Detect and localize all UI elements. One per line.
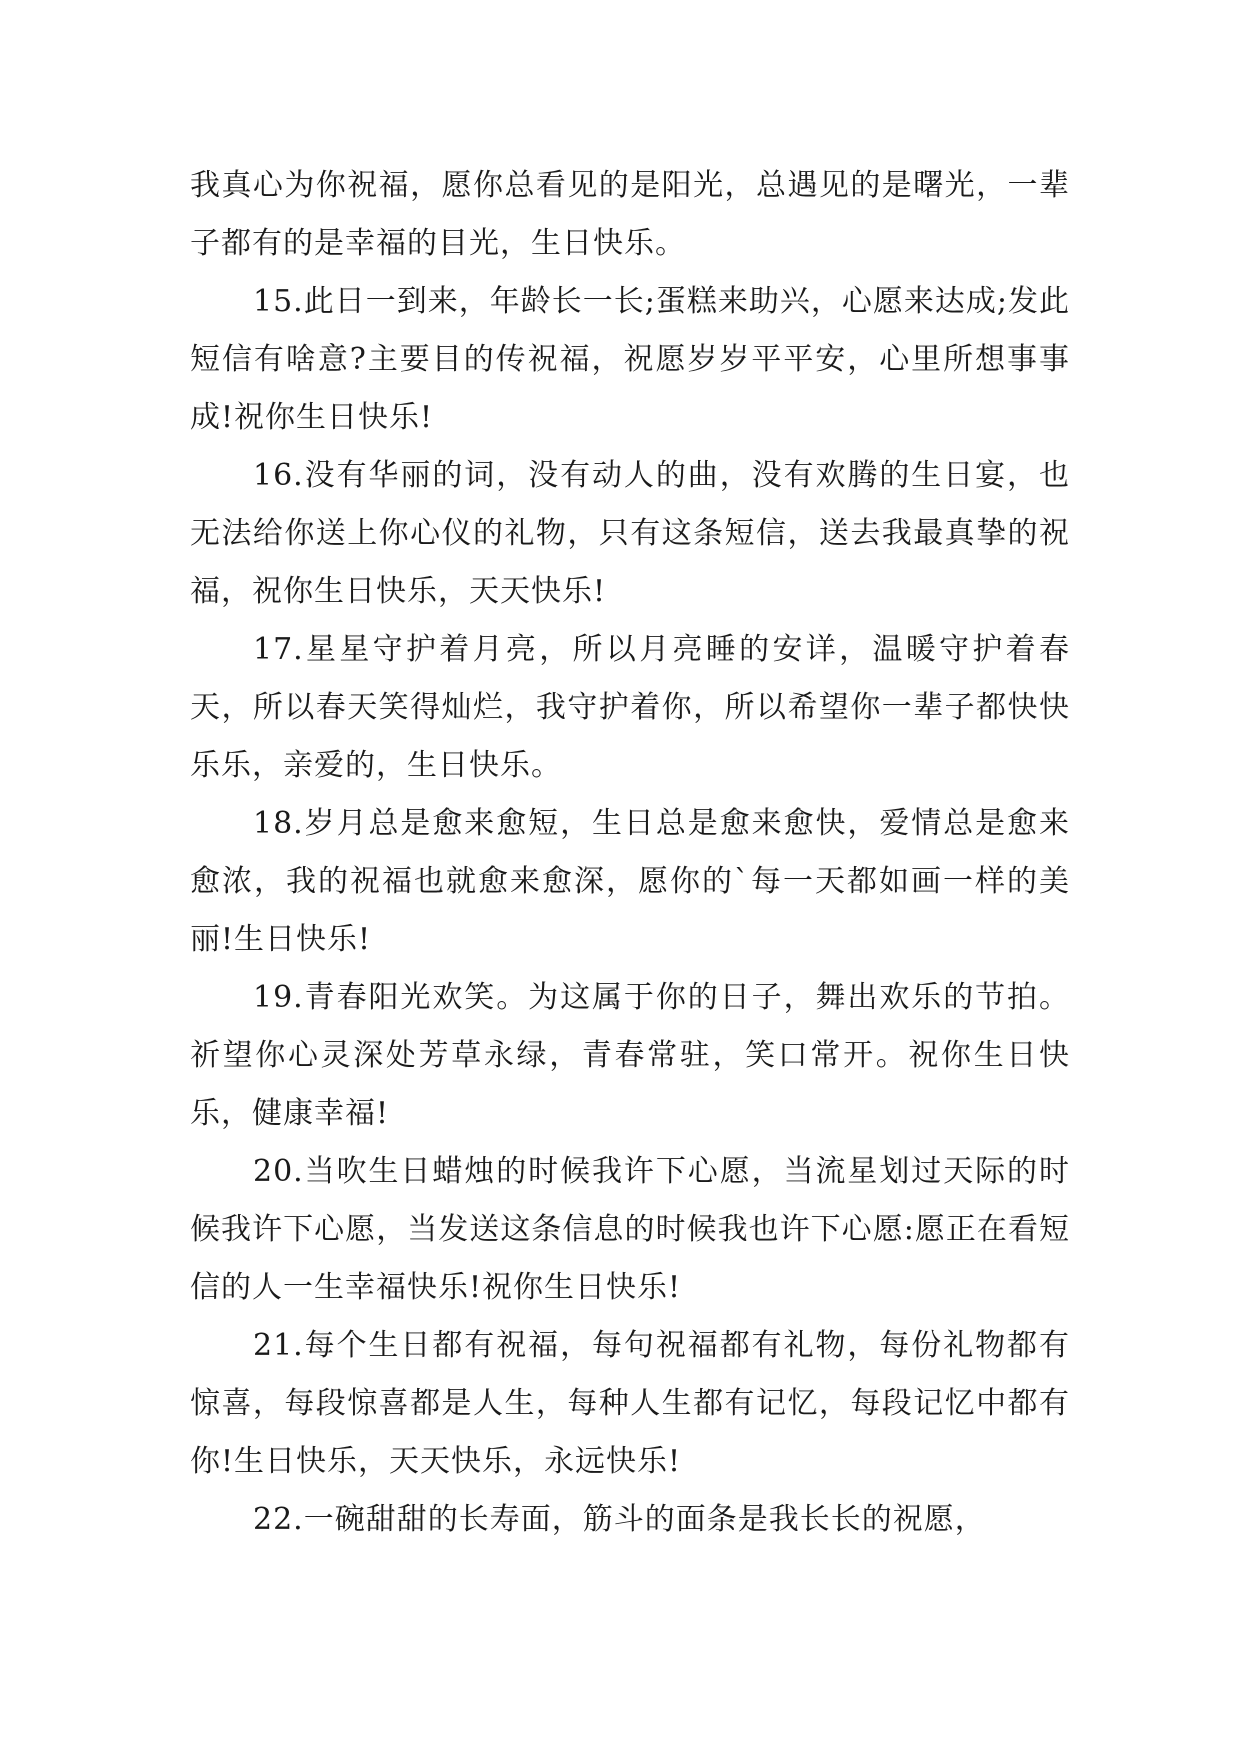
paragraph-item-19: 19.青春阳光欢笑。为这属于你的日子，舞出欢乐的节拍。祈望你心灵深处芳草永绿，青春常驻，笑口常开。祝你生日快乐，健康幸福!	[190, 980, 1070, 1131]
paragraph-item-17: 17.星星守护着月亮，所以月亮睡的安详，温暖守护着春天，所以春天笑得灿烂，我守护着你，所以希望你一辈子都快快乐乐，亲爱的，生日快乐。	[190, 632, 1070, 783]
paragraph-item-22: 22.一碗甜甜的长寿面，筋斗的面条是我长长的祝愿，	[253, 1502, 986, 1537]
paragraph-item-21: 21.每个生日都有祝福，每句祝福都有礼物，每份礼物都有惊喜，每段惊喜都是人生，每种人生都有记忆，每段记忆中都有你!生日快乐，天天快乐，永远快乐!	[190, 1328, 1070, 1479]
paragraph-intro: 我真心为你祝福，愿你总看见的是阳光，总遇见的是曙光，一辈子都有的是幸福的目光，生日快乐。	[190, 168, 1070, 261]
paragraph-item-15: 15.此日一到来，年龄长一长;蛋糕来助兴，心愿来达成;发此短信有啥意?主要目的传祝福，祝愿岁岁平平安，心里所想事事成!祝你生日快乐!	[190, 284, 1070, 435]
document-body	[190, 157, 1070, 1549]
paragraph-item-20: 20.当吹生日蜡烛的时候我许下心愿，当流星划过天际的时候我许下心愿，当发送这条信息的时候我也许下心愿:愿正在看短信的人一生幸福快乐!祝你生日快乐!	[190, 1154, 1070, 1305]
paragraph-item-18: 18.岁月总是愈来愈短，生日总是愈来愈快，爱情总是愈来愈浓，我的祝福也就愈来愈深，愿你的`每一天都如画一样的美丽!生日快乐!	[190, 806, 1070, 957]
paragraph-item-16: 16.没有华丽的词，没有动人的曲，没有欢腾的生日宴，也无法给你送上你心仪的礼物，只有这条短信，送去我最真挚的祝福，祝你生日快乐，天天快乐!	[190, 458, 1070, 609]
